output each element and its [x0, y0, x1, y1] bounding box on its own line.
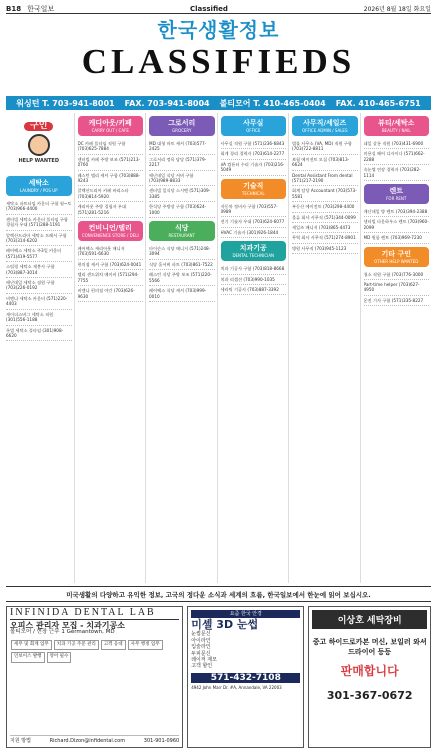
- category-title: 렌트: [389, 187, 404, 196]
- dental-lab-ad: [6, 606, 183, 748]
- classified-ad: 회계 경리 경력자 (703)614-2277: [221, 149, 287, 159]
- classified-ad: 알렉산드리아 카페 바리스타 (703)814-5920: [78, 186, 144, 202]
- classified-ad: Part-time helper (703)627-4950: [364, 280, 430, 296]
- category-title: 기타 구인: [381, 249, 411, 258]
- classified-column: [6, 113, 75, 583]
- classified-ad: 비엔나 세탁소 카운터 (571)220-4403: [6, 294, 72, 310]
- duty-item: 고객 응대: [101, 640, 126, 651]
- classified-ad: HVAC 기술자 (301)926-1844: [221, 228, 287, 238]
- category-subtitle: CARRY OUT / CAFE: [91, 128, 129, 133]
- dc-fax: FAX. 703-941-8004: [124, 98, 210, 108]
- classified-ad: 청소 직원 구함 (703)776-3000: [364, 270, 430, 280]
- classified-ad: 센터빌 세탁소 카운터 풀타임 구함 경험자 우대 (571)288-1191: [6, 215, 72, 231]
- classified-ad: 델리 샌드위치 메이커 (571)294-7755: [78, 270, 144, 286]
- doctors-photo: [107, 635, 177, 710]
- classified-ad: 센터빌 타운하우스 렌트 (703)960-2099: [364, 217, 430, 233]
- service-item: 고객 할인: [191, 663, 213, 670]
- laundry-ad-title: 이상호 세탁장비: [312, 610, 427, 629]
- category-title: 식당: [174, 224, 189, 233]
- category-title: 치과기공: [239, 244, 267, 253]
- category-header: [221, 179, 287, 199]
- classified-ad: 운전 기사 구함 (571)335-8227: [364, 296, 430, 306]
- duty-item: 치과 기공 주문 관리: [54, 640, 99, 651]
- category-header: [78, 116, 144, 136]
- eyebrow-top: 요즘 한국 안경: [191, 610, 300, 618]
- classified-ad: 센터빌 일식당 스시맨 (571)309-3385: [149, 186, 215, 202]
- classified-ad: 애난데일 방 렌트 (703)394-2388: [364, 207, 430, 217]
- category-subtitle: TECHNICAL: [241, 190, 265, 196]
- help-label: HELP WANTED: [18, 158, 59, 164]
- category-title: 케디아웃/키페: [88, 119, 132, 127]
- classified-ad: VA 컴퓨터 수리 기술자 (703)216-5049: [221, 160, 287, 176]
- classified-ad: 알렉산드리아 세탁소 프레서 구함 (703)314-6202: [6, 231, 72, 247]
- dental-lab-logo: INFINIDA DENTAL LAB: [10, 610, 179, 620]
- service-item: 입술라인: [191, 644, 211, 651]
- category-subtitle: DENTAL TECHNICIAN: [232, 253, 275, 259]
- classified-ad: 레스턴 식당 주방 보조 (571)220-5566: [149, 270, 215, 286]
- brand-name: 한국일보: [27, 4, 55, 13]
- category-title: 컨비니언/델리: [88, 224, 132, 233]
- category-header: [292, 116, 358, 136]
- classified-ad: 페어팩스 캐리아웃 매니저 (703)591-6630: [78, 244, 144, 260]
- classified-ad: 캐리아웃 주방 경험자 우대 (571)281-5216: [78, 202, 144, 218]
- classified-ad: 세탁소 파트타임 카운터 구함 월~토 (703)966-4400: [6, 199, 72, 215]
- service-item: 아이라인: [191, 637, 211, 644]
- classified-ad: 자동차 정비사 구함 (703)557-0989: [221, 202, 287, 218]
- display-ads: [6, 606, 431, 748]
- section-name: Classified: [189, 4, 228, 13]
- category-title: 사무실: [243, 119, 264, 127]
- classified-ad: 치과 리셉션 (703)990-1035: [221, 275, 287, 285]
- baltimore-fax: FAX. 410-465-6751: [335, 98, 421, 108]
- page-number: B18: [6, 4, 22, 13]
- classified-ad: 스털링 세탁소 재봉사 구함 (703)887-3014: [6, 262, 72, 278]
- category-subtitle: GROCERY: [172, 128, 192, 133]
- classified-ad: 전기 기술자 우대 (703)624-6077: [221, 217, 287, 227]
- category-header: [78, 221, 144, 241]
- duty-item: 영어 필수: [47, 652, 72, 663]
- eyebrow-phone[interactable]: 571-432-7108: [191, 673, 300, 683]
- service-item: 눈썹문신: [191, 631, 211, 638]
- eyebrow-address: 4942 John Marr Dr. #A, Annandale, VA 22003: [191, 685, 282, 691]
- person-icon: [28, 134, 50, 156]
- classified-ad: 센터빌 카페 주방 보조 (571)213-0760: [78, 155, 144, 171]
- classified-column: [149, 113, 218, 583]
- classified-ad: 편의점 캐셔 구함 (703)624-0041: [78, 260, 144, 270]
- help-badge: 구인: [24, 122, 53, 131]
- eyebrow-services: [191, 631, 300, 669]
- promo-banner: 미국생활의 다양하고 유익한 정보, 고국의 정다운 소식과 세계의 흐름, 한국일보에서 한눈에 읽어 보십시오.: [6, 586, 431, 602]
- classified-ad: 록빌 세탁소 풀타임 (301)908-6620: [6, 326, 72, 342]
- eyebrow-headline: 미셸 3D 눈썹: [191, 618, 259, 632]
- dc-phone: 워싱턴 T. 703-941-8001: [16, 98, 115, 108]
- duty-item: 사무 행정 업무: [128, 640, 163, 651]
- classified-column: [364, 113, 432, 583]
- classified-ad: 보험 에이전트 모집 (703)813-6624: [292, 155, 358, 171]
- baltimore-phone: 볼티모어 T. 410-465-0404: [219, 98, 326, 108]
- contact-bar: [6, 96, 431, 110]
- masthead-title-en: CLASSIFIEDS: [81, 42, 356, 81]
- dental-lab-location: 볼티모어 / 현장 근무 1 Germantown, MD: [10, 629, 115, 635]
- classified-ad: 애난데일 세탁소 점원 구함 (703)226-0192: [6, 278, 72, 294]
- classified-ad: Dental Assistant From dental (571)217-2190: [292, 171, 358, 187]
- classified-ad: 무역 회사 사무직 (571)274-8901: [292, 233, 358, 243]
- issue-date: 2026년 8월 18일 화요일: [363, 6, 431, 13]
- classified-ad: 세라믹 기공사 (703)887-3392: [221, 285, 287, 295]
- page-topbar: [6, 4, 431, 14]
- laundry-ad-sell: 판매합니다: [340, 664, 399, 678]
- laundry-ad-phone[interactable]: 301-367-0672: [326, 689, 413, 702]
- classified-ad: 페어팩스 식당 캐셔 (703)999-0010: [149, 286, 215, 302]
- email-text[interactable]: Richard.Dizon@infidental.com: [49, 737, 126, 744]
- classified-ad: 병원 사무직 (703)945-1123: [292, 244, 358, 254]
- category-subtitle: LAUNDRY / POS UP: [19, 188, 58, 193]
- classified-ad: 미용실 헤어 디자이너 (571)662-2288: [364, 149, 430, 165]
- category-title: 세탁소: [28, 179, 49, 187]
- category-header: [364, 247, 430, 267]
- classified-ad: 게이더스버그 세탁소 직원 (301)556-1188: [6, 310, 72, 326]
- laundry-ad-message: 중고 하이드로카본 머신, 보일러 와셔 드라이어 등등: [312, 638, 427, 656]
- laundry-equipment-ad: [308, 606, 431, 748]
- classified-ad: 애난데일 식당 서버 구함 (703)989-8833: [149, 171, 215, 187]
- classified-ad: 법률 사무소 (VA, MD) 직원 구함 (703)722-8811: [292, 139, 358, 155]
- service-item: 레이저 제모: [191, 657, 217, 664]
- category-header: [149, 221, 215, 241]
- category-header: [364, 184, 430, 204]
- category-subtitle: FOR RENT: [386, 196, 407, 202]
- dental-lab-footer: [10, 735, 179, 745]
- eyebrow-ad: [187, 606, 304, 748]
- classified-ad: 타이슨스 식당 매니저 (571)248-3094: [149, 244, 215, 260]
- classified-ad: 세일즈 매니저 (703)865-4473: [292, 223, 358, 233]
- masthead-title-ko: 한국생활정보: [157, 18, 280, 42]
- category-header: [149, 116, 215, 136]
- classified-ad: 그로서리 정육 담당 (571)379-2217: [149, 155, 215, 171]
- classified-ad: 식당 홀서버 파트 (703)861-7522: [149, 260, 215, 270]
- classified-ad: 레스턴 델리 캐셔 구함 (703)888-9243: [78, 171, 144, 187]
- classified-ad: 물류 회사 사무직 (571)344-0099: [292, 213, 358, 223]
- category-subtitle: OFFICE: [246, 128, 261, 133]
- masthead: [6, 17, 431, 91]
- phone-text[interactable]: 301-901-0960: [143, 737, 180, 744]
- classified-column: [78, 113, 147, 583]
- category-header: [221, 116, 287, 136]
- classified-ad: 비엔나 편의점 야간 (703)626-9630: [78, 286, 144, 302]
- category-subtitle: BEAUTY / NAIL: [381, 128, 411, 133]
- category-title: 그로서리: [168, 119, 196, 127]
- category-header: [6, 176, 72, 196]
- classified-ad: 부동산 에이전트 (703)298-4400: [292, 202, 358, 212]
- classified-column: [292, 113, 361, 583]
- classified-ad: MD 대형 마트 캐셔 (703)577-2425: [149, 139, 215, 155]
- apply-label: 지원 방법: [10, 737, 31, 744]
- help-wanted-graphic: [6, 113, 72, 173]
- category-title: 뷰티/세탁소: [378, 119, 415, 127]
- classified-column: [221, 113, 290, 583]
- classified-ad: 네일 살롱 직원 (703)431-6900: [364, 139, 430, 149]
- classified-ad: 치과 기공사 구함 (703)818-8668: [221, 264, 287, 274]
- classified-columns: [6, 113, 431, 583]
- classified-ad: 속눈썹 연장 경력자 (703)282-1114: [364, 165, 430, 181]
- category-title: 사무직/세일즈: [303, 119, 347, 127]
- duty-item: 인보이스 발행: [11, 652, 45, 663]
- category-subtitle: CONVENIENCE STORE / DELI: [81, 233, 139, 239]
- dental-lab-headline: 오피스 관리자 모집 - 치과기공소: [10, 620, 125, 630]
- category-header: [221, 241, 287, 261]
- classified-ad: 페어팩스 세탁소 주3일 카운터 (571)419-5577: [6, 246, 72, 262]
- classified-ad: MD 원룸 렌트 (703)969-7230: [364, 233, 430, 243]
- category-subtitle: OTHER HELP WANTED: [374, 258, 419, 264]
- classified-ad: 회계 담당 Accountant (703)573-5581: [292, 186, 358, 202]
- service-item: 두피문신: [191, 650, 211, 657]
- category-subtitle: OFFICE ADMIN / SALES: [302, 128, 348, 133]
- classified-ad: 사무실 직원 구함 (571)236-6843: [221, 139, 287, 149]
- classified-ad: 한식당 주방장 구함 (703)624-1000: [149, 202, 215, 218]
- category-title: 기술직: [243, 181, 264, 190]
- category-header: [364, 116, 430, 136]
- category-subtitle: RESTAURANT: [168, 233, 195, 239]
- duty-item: 세무 및 회계 업무: [11, 640, 52, 651]
- classified-ad: DC 카페 풀타임 직원 구함 (703)625-7884: [78, 139, 144, 155]
